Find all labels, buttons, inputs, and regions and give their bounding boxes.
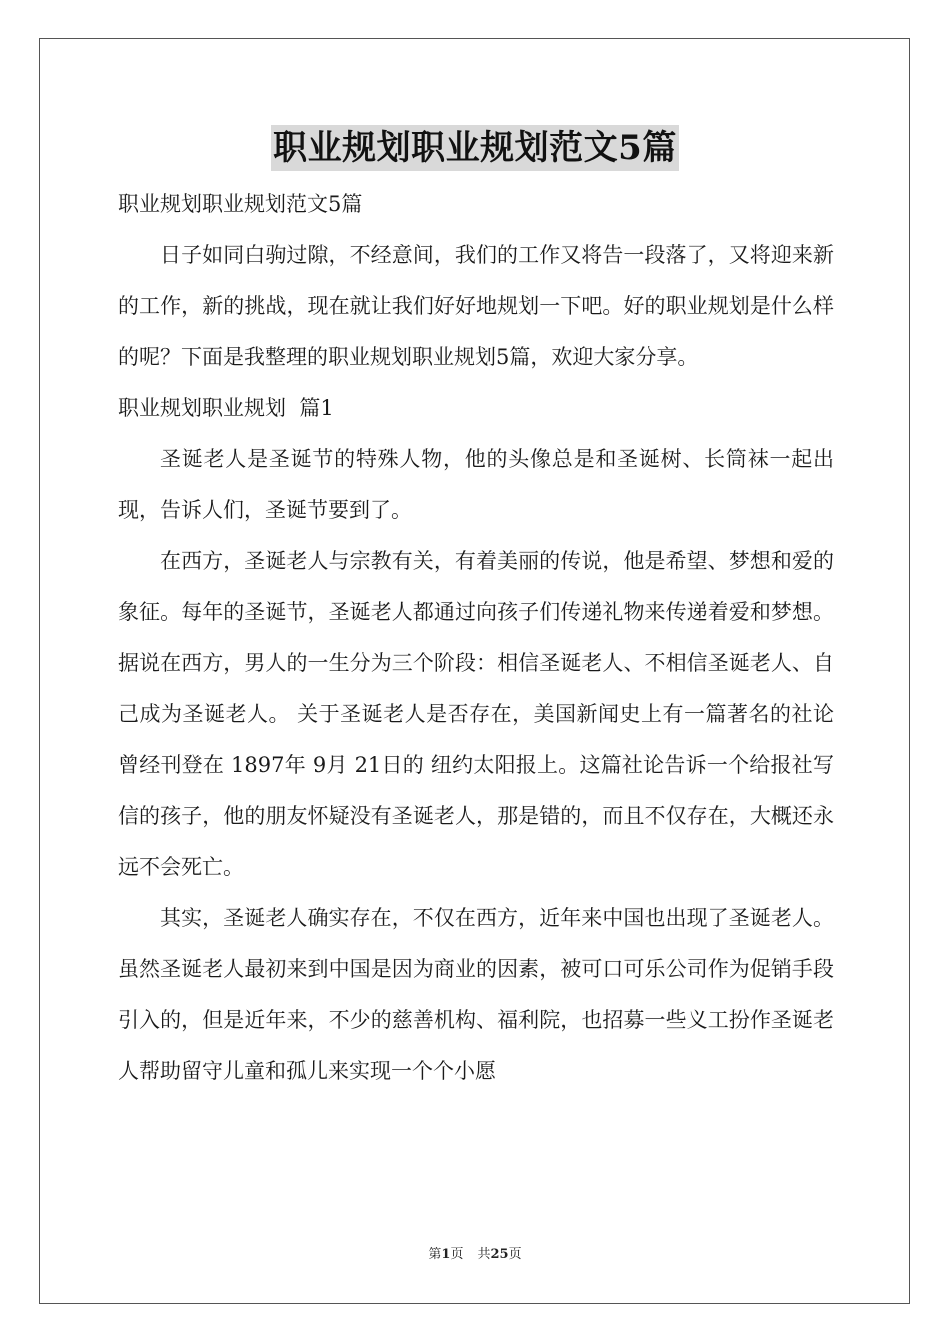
page-footer [0, 1246, 950, 1264]
body-paragraph-1: 圣诞老人是圣诞节的特殊人物，他的头像总是和圣诞树、长筒袜一起出现，告诉人们，圣诞节要到了。 [118, 447, 834, 522]
page-prefix: 第 [428, 1247, 442, 1262]
total-prefix: 共 [477, 1247, 491, 1262]
total-suffix: 页 [508, 1247, 522, 1262]
body-paragraph-2: 在西方，圣诞老人与宗教有关，有着美丽的传说，他是希望、梦想和爱的象征。每年的圣诞节，圣诞老人都通过向孩子们传递礼物来传递着爱和梦想。 据说在西方，男人的一生分为三个阶段：相信圣诞老人、不相信圣诞老人、自己成为圣诞老人。 关于圣诞老人是否存在，美国新闻史上有一篇著名的社论曾经刊登在 1897年 9月 21日的 纽约太阳报上。这篇社论告诉一个给报社写信的孩子，他的朋友怀疑没有圣诞老人，那是错的，而且不仅存在，大概还永远不会死亡。 [118, 549, 834, 879]
page-number: 1 [441, 1247, 451, 1262]
document-subtitle: 职业规划职业规划范文5篇 [118, 192, 363, 216]
intro-paragraph: 日子如同白驹过隙，不经意间，我们的工作又将告一段落了，又将迎来新的工作，新的挑战，现在就让我们好好地规划一下吧。好的职业规划是什么样的呢？下面是我整理的职业规划职业规划5篇，欢迎大家分享。 [118, 243, 834, 369]
page-suffix: 页 [450, 1247, 464, 1262]
title-block [0, 125, 950, 171]
document-body [118, 179, 834, 1097]
document-title: 职业规划职业规划范文5篇 [271, 125, 679, 171]
body-paragraph-3: 其实，圣诞老人确实存在，不仅在西方，近年来中国也出现了圣诞老人。虽然圣诞老人最初来到中国是因为商业的因素，被可口可乐公司作为促销手段引入的，但是近年来，不少的慈善机构、福利院，也招募一些义工扮作圣诞老人帮助留守儿童和孤儿来实现一个个小愿 [118, 906, 834, 1083]
section-heading: 职业规划职业规划 篇1 [118, 396, 334, 420]
total-pages: 25 [490, 1247, 509, 1262]
